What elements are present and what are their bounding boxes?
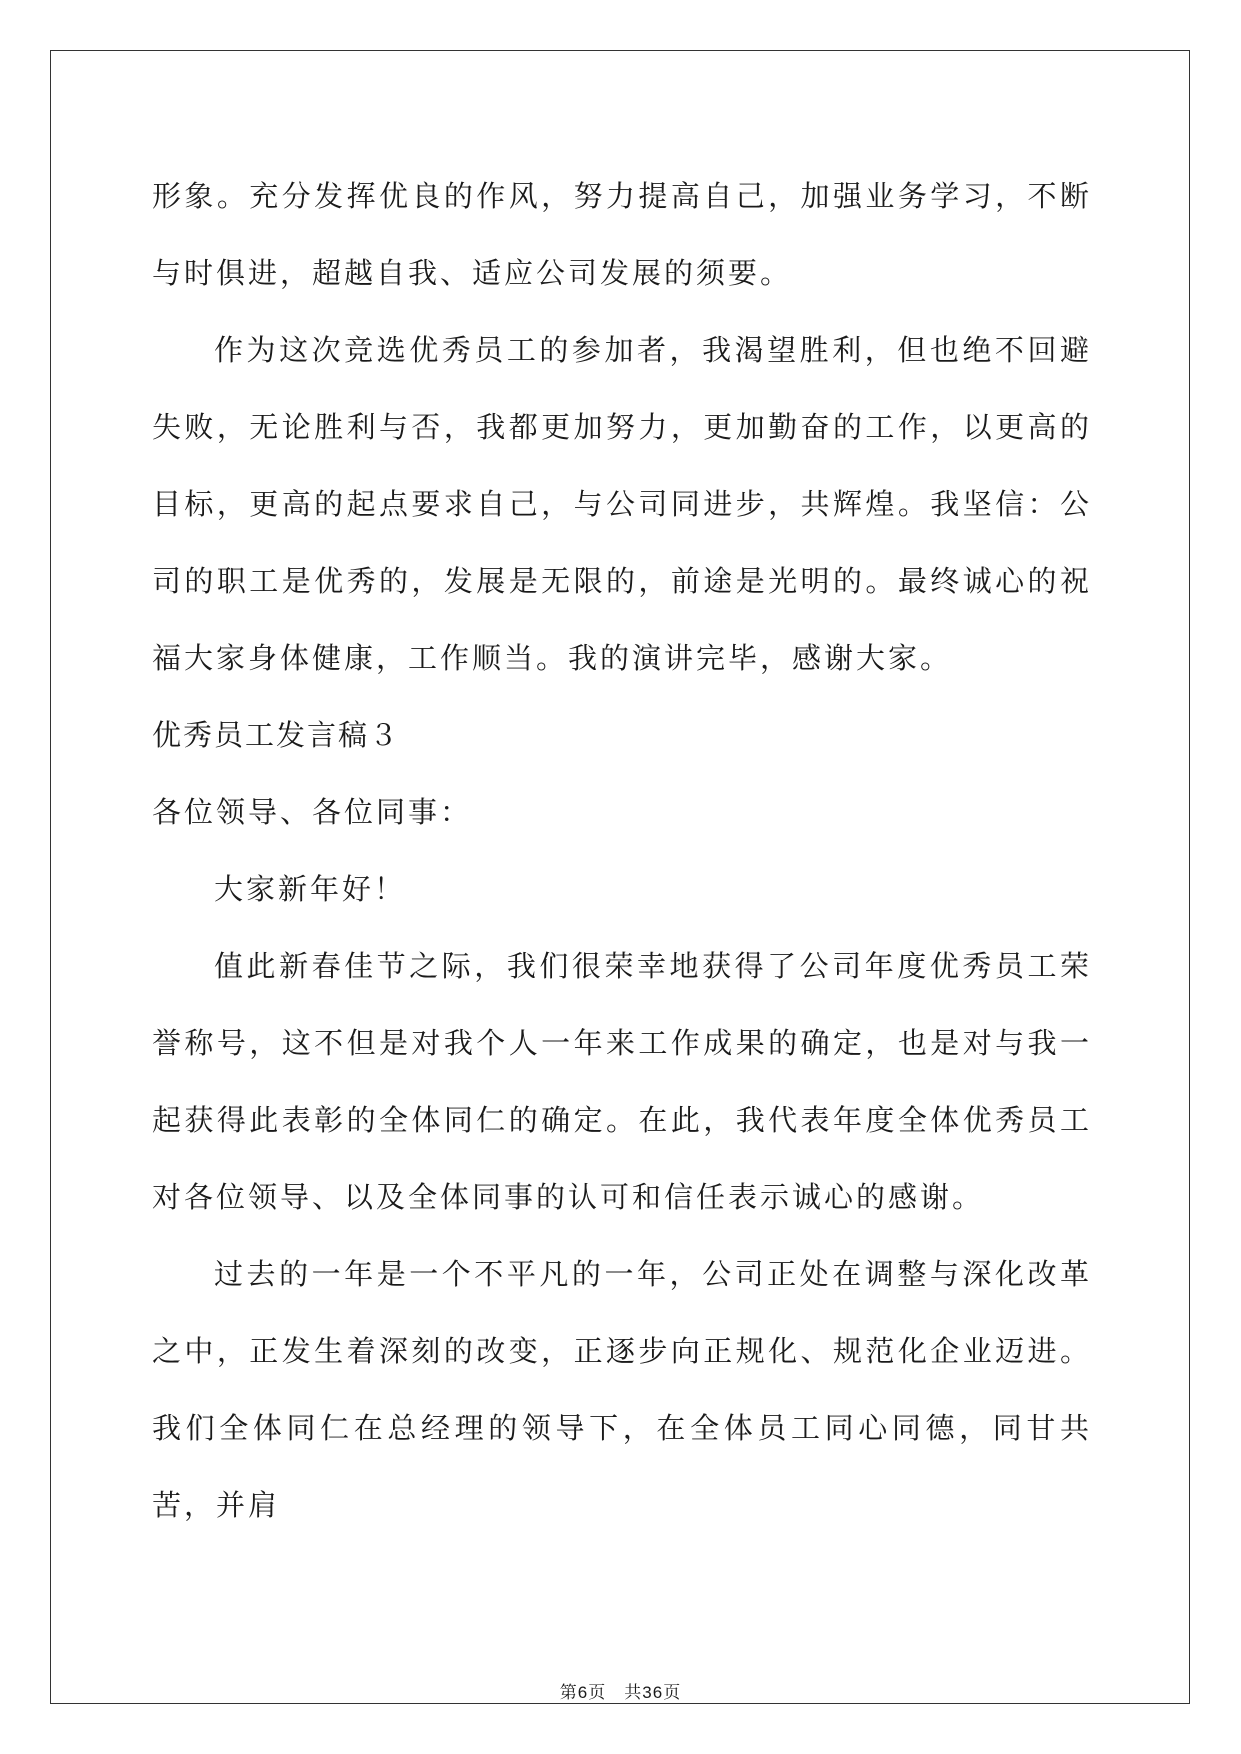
document-body [152, 158, 1092, 1544]
page-total: 36 [642, 1683, 664, 1702]
section-title: 优秀员工发言稿３ [152, 718, 401, 752]
page-current: 6 [577, 1683, 589, 1702]
page-mid: 页 共 [588, 1683, 643, 1703]
salutation: 各位领导、各位同事： [152, 795, 473, 829]
paragraph-2: 作为这次竞选优秀员工的参加者，我渴望胜利，但也绝不回避失败，无论胜利与否，我都更加努力，更加勤奋的工作，以更高的目标，更高的起点要求自己，与公司同进步，共辉煌。我坚信：公司的职工是优秀的，发展是无限的，前途是光明的。最终诚心的祝福大家身体健康，工作顺当。我的演讲完毕，感谢大家。 [152, 333, 1092, 675]
paragraph-3: 值此新春佳节之际，我们很荣幸地获得了公司年度优秀员工荣誉称号，这不但是对我个人一年来工作成果的确定，也是对与我一起获得此表彰的全体同仁的确定。在此，我代表年度全体优秀员工对各位领导、以及全体同事的认可和信任表示诚心的感谢。 [152, 949, 1092, 1214]
paragraph-1: 形象。充分发挥优良的作风，努力提高自己，加强业务学习，不断与时俱进，超越自我、适应公司发展的须要。 [152, 179, 1092, 290]
page-suffix: 页 [663, 1683, 682, 1703]
paragraph-4: 过去的一年是一个不平凡的一年，公司正处在调整与深化改革之中，正发生着深刻的改变，正逐步向正规化、规范化企业迈进。我们全体同仁在总经理的领导下，在全体员工同心同德，同甘共苦，并肩 [152, 1257, 1092, 1522]
page-footer [0, 1678, 1241, 1703]
greeting: 大家新年好！ [214, 872, 407, 906]
page-prefix: 第 [559, 1683, 578, 1703]
